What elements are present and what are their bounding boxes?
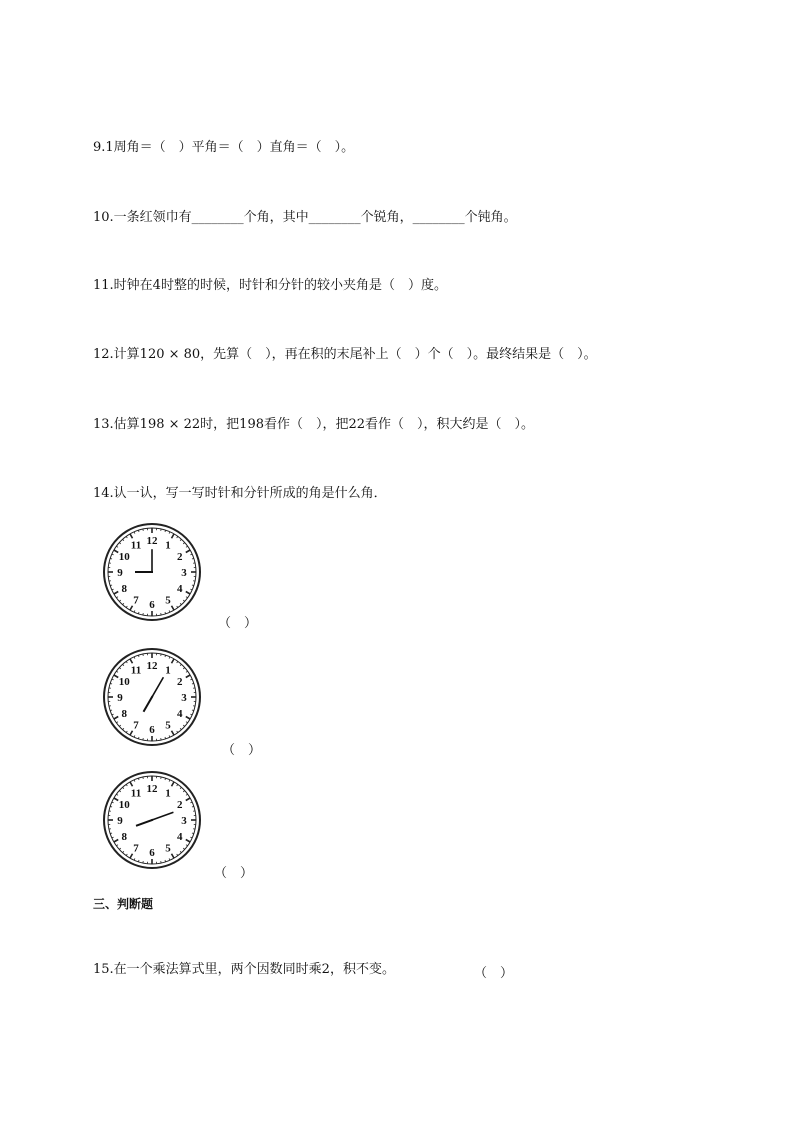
clock-tick [119,791,120,792]
clock-tick [123,664,124,665]
clock-tick [119,725,120,726]
clock-number: 8 [121,831,128,843]
clock-3 [100,768,204,872]
clock-tick [180,787,181,788]
minute-hand [152,812,173,820]
clock-number: 6 [149,599,155,611]
clock-tick [112,837,114,838]
clock-tick [190,554,192,555]
clock-tick [134,858,135,860]
clock-number: 8 [121,583,128,595]
clock-tick [177,661,178,663]
clock-tick [130,782,133,786]
clock-tick [190,714,192,715]
question-13: 13.估算198 × 22时，把198看作（ ），把22看作（ ），积大约是（ ）。 [93,417,535,432]
clock-number: 5 [165,719,171,732]
clock-tick [169,657,170,659]
clock-tick [112,589,114,590]
clock-tick [177,606,178,608]
clock-tick [130,659,133,663]
clock-tick [190,802,192,803]
hour-hand [137,820,152,825]
clock-tick [183,668,184,669]
clock-number: 7 [133,719,139,732]
clock-tick [186,717,190,720]
clock-1 [100,520,204,624]
clock-number: 7 [133,842,139,855]
clock-number: 8 [121,708,128,720]
clock-tick [186,798,190,801]
clock-tick [116,794,118,795]
question-11: 11.时钟在4时整的时候，时针和分针的较小夹角是（ ）度。 [93,278,447,293]
clock-tick [134,780,135,782]
question-15: 15.在一个乘法算式里，两个因数同时乘2，积不变。 [93,962,395,977]
clock-tick [186,597,188,598]
clock-tick [180,851,181,852]
clock-tick [116,722,118,723]
clock-number: 1 [165,539,171,552]
clock-tick [186,722,188,723]
clock-number: 3 [181,815,187,827]
clock-tick [126,731,127,733]
clock-tick [119,668,120,669]
clock-tick [172,731,175,735]
clock-number: 12 [146,660,158,672]
clock-tick [114,675,118,678]
clock-tick [126,606,127,608]
clock-tick [172,782,175,786]
clock-number: 3 [181,567,187,579]
clock-tick [183,725,184,726]
clock-tick [186,845,188,846]
clock-tick [114,798,118,801]
clock-tick [130,731,133,735]
clock-tick [116,597,118,598]
minute-hand [152,678,163,697]
clock-tick [186,840,190,843]
clock-tick [183,600,184,601]
clock-tick [180,728,181,729]
clock-number: 10 [118,799,130,811]
clock-1-answer: （ ） [218,616,258,631]
clock-number: 11 [130,787,142,800]
clock-tick [190,679,192,680]
question-15-answer: （ ） [474,966,514,981]
clock-number: 10 [118,551,130,563]
clock-tick [116,845,118,846]
clock-number: 3 [181,692,187,704]
clock-tick [123,603,124,604]
clock-tick [169,780,170,782]
clock-number: 6 [149,847,155,859]
clock-number: 4 [176,708,183,720]
clock-tick [126,661,127,663]
section-title: 三、判断题 [93,897,154,911]
clock-tick [116,546,118,547]
clock-tick [114,717,118,720]
clock-tick [177,854,178,856]
clock-number: 4 [176,831,183,843]
clock-tick [172,659,175,663]
clock-tick [186,546,188,547]
clock-tick [172,854,175,858]
clock-number: 9 [117,815,123,827]
clock-tick [112,554,114,555]
clock-number: 2 [176,799,183,811]
clock-number: 9 [117,567,123,579]
clock-tick [169,610,170,612]
clock-tick [119,848,120,849]
clock-tick [126,784,127,786]
clock-number: 11 [130,664,142,677]
question-14: 14.认一认，写一写时针和分针所成的角是什么角． [93,486,387,501]
clock-number: 2 [176,676,183,688]
clock-tick [134,657,135,659]
clock-tick [177,784,178,786]
clock-tick [186,550,190,553]
clock-tick [123,539,124,540]
clock-tick [172,606,175,610]
clock-tick [130,534,133,538]
clock-tick [183,543,184,544]
clock-tick [114,840,118,843]
clock-tick [183,791,184,792]
clock-tick [123,851,124,852]
clock-number: 10 [118,676,130,688]
clock-tick [177,731,178,733]
clock-tick [186,675,190,678]
clock-number: 12 [146,783,158,795]
clock-tick [114,550,118,553]
clock-number: 2 [176,551,183,563]
clock-tick [180,603,181,604]
clock-tick [169,735,170,737]
clock-tick [183,848,184,849]
clock-number: 5 [165,842,171,855]
clock-number: 1 [165,787,171,800]
clock-tick [119,600,120,601]
clock-number: 4 [176,583,183,595]
clock-tick [130,854,133,858]
clock-tick [119,543,120,544]
clock-tick [126,536,127,538]
clock-tick [172,534,175,538]
clock-tick [112,714,114,715]
clock-tick [134,610,135,612]
clock-number: 1 [165,664,171,677]
clock-tick [177,536,178,538]
clock-tick [116,671,118,672]
clock-number: 5 [165,594,171,607]
clock-tick [134,735,135,737]
clock-tick [186,671,188,672]
clock-number: 12 [146,535,158,547]
clock-number: 6 [149,724,155,736]
clock-tick [112,802,114,803]
question-9: 9.1周角＝（ ）平角＝（ ）直角＝（ ）。 [93,140,355,155]
clock-number: 11 [130,539,142,552]
clock-2-answer: （ ） [222,743,262,758]
clock-tick [186,794,188,795]
clock-tick [123,787,124,788]
clock-tick [190,589,192,590]
clock-2 [100,645,204,749]
question-10: 10.一条红领巾有________个角，其中________个锐角，________个钝角。 [93,210,517,225]
clock-number: 7 [133,594,139,607]
clock-3-answer: （ ） [214,866,254,881]
clock-tick [126,854,127,856]
hour-hand [144,697,152,711]
clock-tick [114,592,118,595]
clock-tick [190,837,192,838]
question-12: 12.计算120 × 80，先算（ ），再在积的末尾补上（ ）个（ ）。最终结果是（ ）。 [93,347,597,362]
clock-number: 9 [117,692,123,704]
clock-tick [130,606,133,610]
clock-tick [134,532,135,534]
clock-tick [123,728,124,729]
clock-tick [169,532,170,534]
clock-tick [112,679,114,680]
clock-tick [180,539,181,540]
clock-tick [186,592,190,595]
clock-tick [180,664,181,665]
clock-tick [169,858,170,860]
